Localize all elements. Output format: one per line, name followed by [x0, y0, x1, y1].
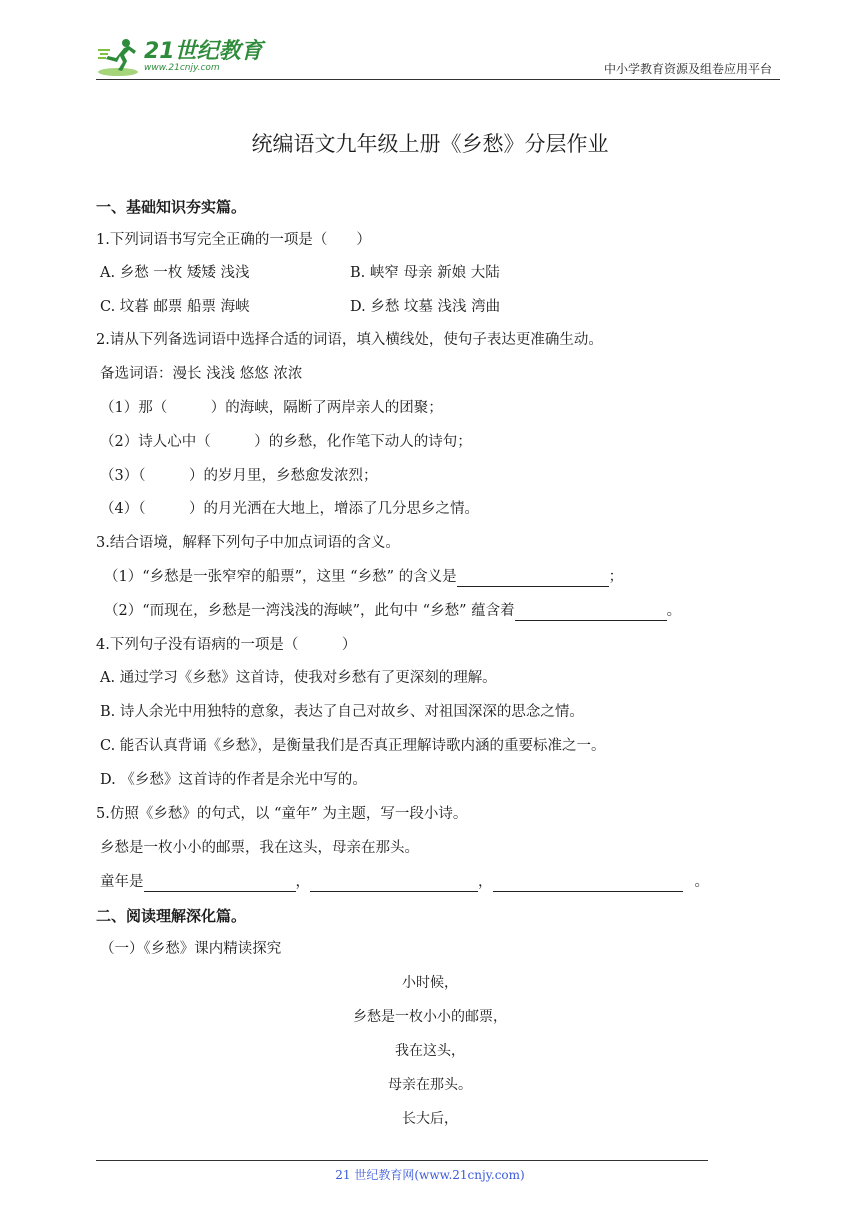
document-title: 统编语文九年级上册《乡愁》分层作业 [251, 132, 609, 156]
answer-blank[interactable] [144, 875, 296, 892]
poem-line: 小时候， [402, 975, 458, 991]
platform-name: 中小学教育资源及组卷应用平台 [603, 62, 772, 76]
text-line: 1.下列词语书写完全正确的一项是（ ） [96, 232, 371, 248]
q5-answer-prefix: 童年是 [100, 874, 144, 890]
header-divider [96, 79, 780, 80]
text-line: 3.结合语境，解释下列句子中加点词语的含义。 [96, 535, 400, 551]
text-line: 2.请从下列备选词语中选择合适的词语，填入横线处，使句子表达更准确生动。 [96, 332, 603, 348]
footer-text: 21 世纪教育网(www.21cnjy.com) [335, 1168, 525, 1182]
q3-item-2 [104, 601, 681, 621]
text-line: 乡愁是一枚小小的邮票，我在这头，母亲在那头。 [100, 840, 419, 856]
answer-blank[interactable] [493, 875, 683, 892]
text-line: （4）（ ）的月光洒在大地上，增添了几分思乡之情。 [100, 501, 479, 517]
q5-end: 。 [694, 874, 709, 890]
text-line: （1）那（ ）的海峡，隔断了两岸亲人的团聚； [100, 400, 443, 416]
text-line: （一）《乡愁》课内精读探究 [100, 941, 282, 957]
answer-blank[interactable] [457, 570, 609, 587]
answer-blank[interactable] [310, 875, 478, 892]
text-line: 5.仿照《乡愁》的句式，以 “童年” 为主题，写一段小诗。 [96, 806, 468, 822]
q3-item-1 [104, 567, 623, 587]
q5-sep-2: ， [478, 874, 493, 890]
q3-item-2-end: 。 [666, 603, 682, 619]
text-line: D. 乡愁 坟墓 浅浅 湾曲 [350, 299, 501, 315]
poem-line: 我在这头， [395, 1043, 465, 1059]
runner-logo-icon [96, 36, 140, 78]
poem-line: 长大后， [402, 1111, 458, 1127]
q3-item-1-end: ； [608, 569, 624, 585]
text-line: C. 坟暮 邮票 船票 海峡 [100, 299, 250, 315]
text-line: A. 通过学习《乡愁》这首诗，使我对乡愁有了更深刻的理解。 [100, 670, 497, 686]
q5-sep-1: ， [295, 874, 310, 890]
page-header [96, 34, 780, 80]
answer-blank[interactable] [515, 604, 667, 621]
text-line: C. 能否认真背诵《乡愁》，是衡量我们是否真正理解诗歌内涵的重要标准之一。 [100, 738, 606, 754]
text-line: （2）诗人心中（ ）的乡愁，化作笔下动人的诗句； [100, 434, 472, 450]
q5-answer-line [100, 872, 709, 892]
text-line: 备选词语：漫长 浅浅 悠悠 浓浓 [100, 366, 303, 382]
text-line: 4.下列句子没有语病的一项是（ ） [96, 637, 357, 653]
text-line: （3）（ ）的岁月里，乡愁愈发浓烈； [100, 468, 378, 484]
section-heading: 二、阅读理解深化篇。 [96, 907, 247, 925]
poem-line: 母亲在那头。 [388, 1077, 472, 1093]
section-heading: 一、基础知识夯实篇。 [96, 198, 247, 216]
poem-line: 乡愁是一枚小小的邮票， [353, 1009, 507, 1025]
text-line: B. 诗人余光中用独特的意象，表达了自己对故乡、对祖国深深的思念之情。 [100, 704, 584, 720]
footer-divider [96, 1160, 708, 1161]
text-line: A. 乡愁 一枚 矮矮 浅浅 [100, 265, 250, 281]
q3-item-2-text: （2）“而现在，乡愁是一湾浅浅的海峡”，此句中 “乡愁” 蕴含着 [104, 603, 515, 619]
text-line: B. 峡窄 母亲 新娘 大陆 [350, 265, 500, 281]
q3-item-1-text: （1）“乡愁是一张窄窄的船票”，这里 “乡愁” 的含义是 [104, 569, 457, 585]
text-line: D. 《乡愁》这首诗的作者是余光中写的。 [100, 772, 367, 788]
logo-url: www.21cnjy.com [144, 62, 220, 73]
logo-title: 21世纪教育 [144, 38, 263, 64]
site-logo [96, 34, 263, 80]
